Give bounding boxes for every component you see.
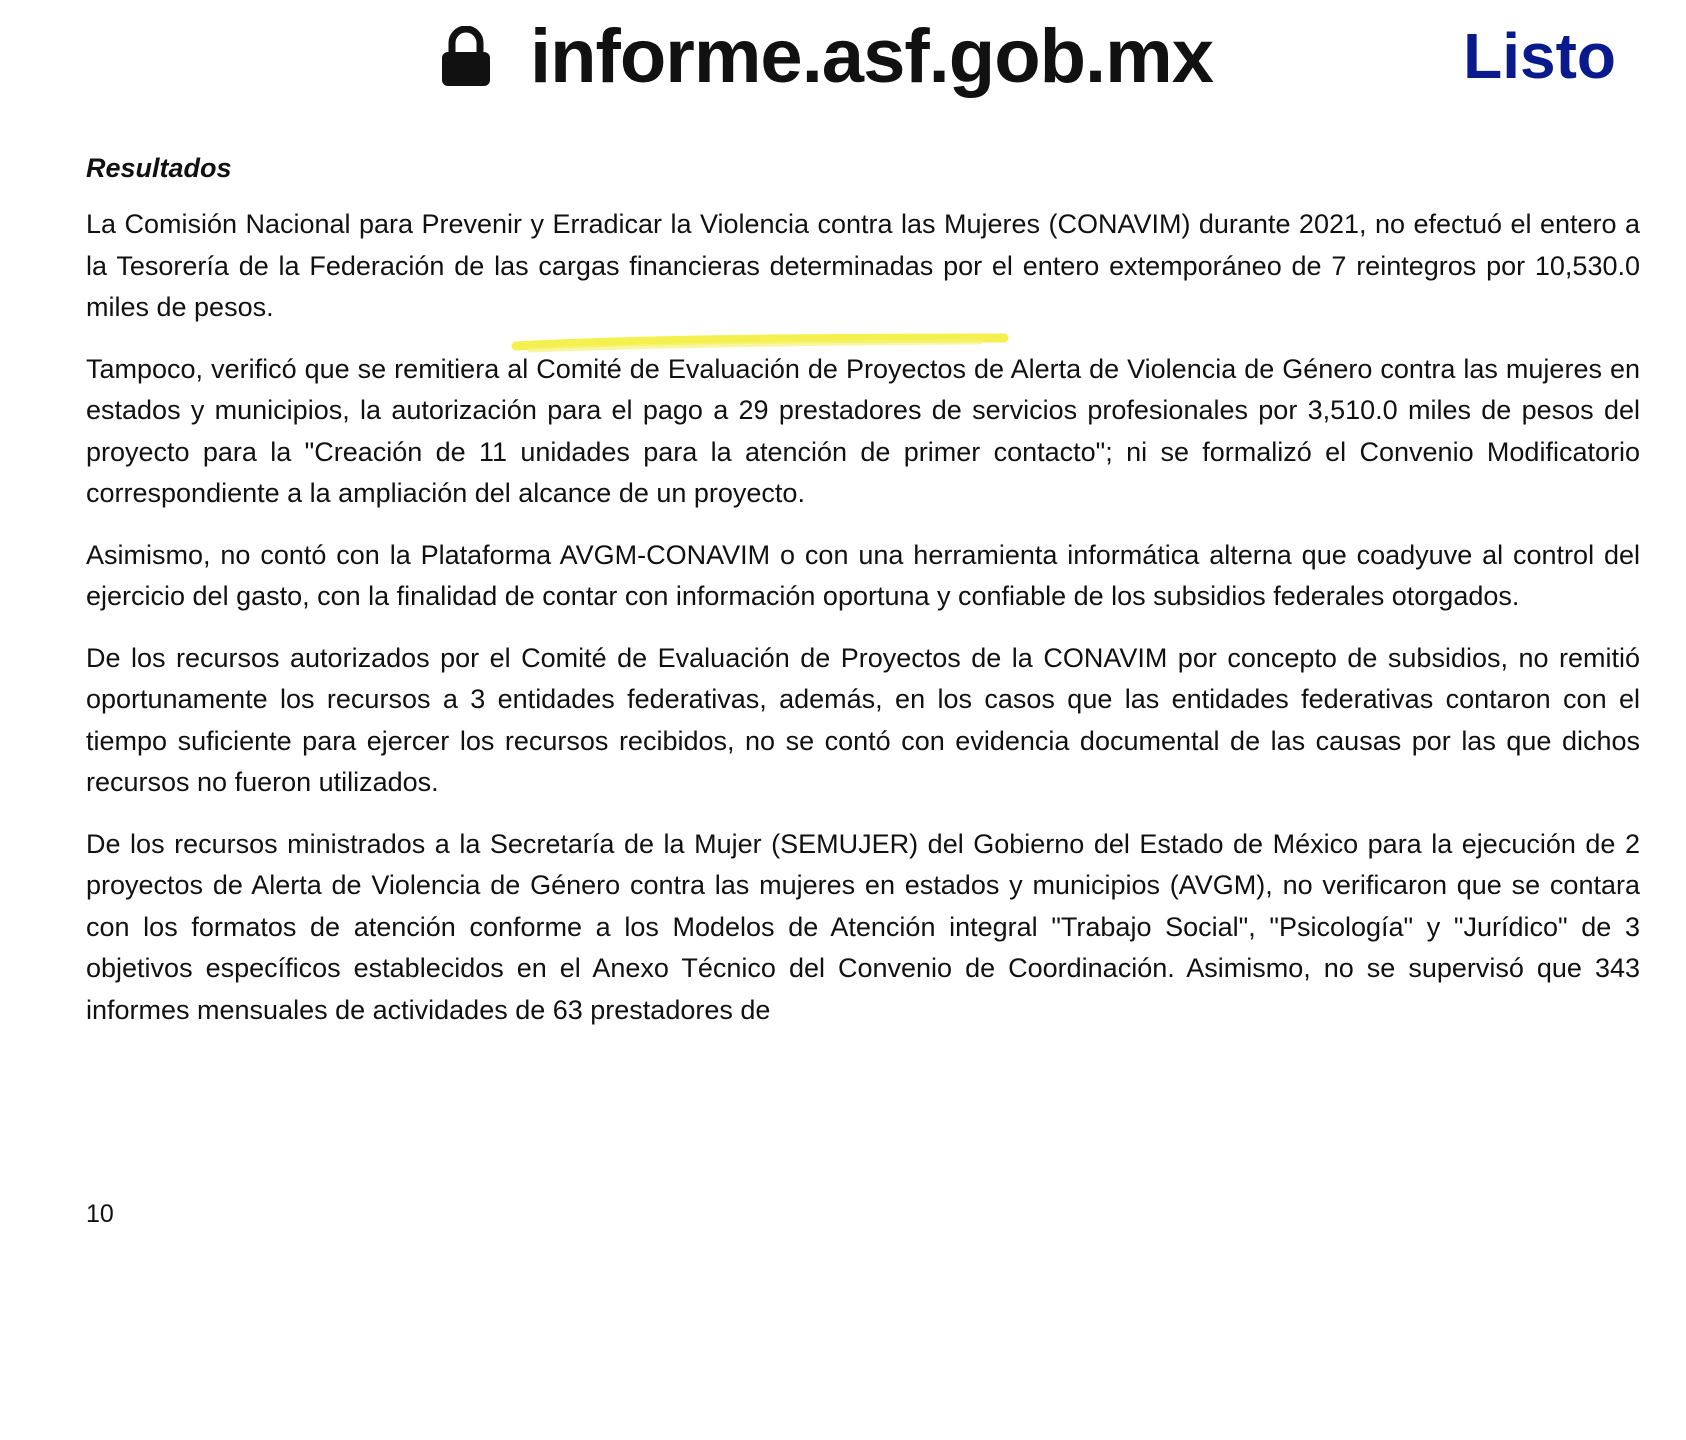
browser-address-bar <box>0 0 1686 120</box>
results-heading: Resultados <box>86 153 232 183</box>
paragraph-recursos-autorizados: De los recursos autorizados por el Comité de Evaluación de Proyectos de la CONAVIM por concepto de subsidios, no remitió oportunamente los recursos a 3 entidades federativas, además, en los casos que las entidades federativas contaron con el tiempo suficiente para ejercer los recursos recibidos, no se contó con evidencia documental de las causas por las que dichos recursos no fueron utilizados. <box>86 642 1640 798</box>
url-text: informe.asf.gob.mx <box>530 14 1213 99</box>
paragraph-plataforma-avgm: Asimismo, no contó con la Plataforma AVGM-CONAVIM o con una herramienta informática alterna que coadyuve al control del ejercicio del gasto, con la finalidad de contar con información oportuna y confiable de los subsidios federales otorgados. <box>86 539 1640 612</box>
paragraph-conavim-entero: La Comisión Nacional para Prevenir y Erradicar la Violencia contra las Mujeres (CONAVIM) durante 2021, no efectuó el entero a la Tesorería de la Federación de las cargas financieras determinadas por el entero extemporáneo de 7 reintegros por 10,530.0 miles de pesos. <box>86 209 1640 323</box>
lock-icon <box>440 26 492 88</box>
page-number: 10 <box>86 1200 114 1228</box>
paragraph-recursos-semujer: De los recursos ministrados a la Secretaría de la Mujer (SEMUJER) del Gobierno del Estado de México para la ejecución de 2 proyectos de Alerta de Violencia de Género contra las mujeres en estados y municipios (AVGM), no verificaron que se contara con los formatos de atención conforme a los Modelos de Atención integral "Trabajo Social", "Psicología" y "Jurídico" de 3 objetivos específicos establecidos en el Anexo Técnico del Convenio de Coordinación. Asimismo, no se supervisó que 343 informes mensuales de actividades de 63 prestadores de <box>86 828 1640 1025</box>
paragraph-comite-autorizacion: Tampoco, verificó que se remitiera al Comité de Evaluación de Proyectos de Alerta de Violencia de Género contra las mujeres en estados y municipios, la autorización para el pago a 29 prestadores de servicios profesionales por 3,510.0 miles de pesos del proyecto para la "Creación de 11 unidades para la atención de primer contacto"; ni se formalizó el Convenio Modificatorio correspondiente a la ampliación del alcance de un proyecto. <box>86 353 1640 509</box>
document-page <box>86 150 1640 1051</box>
done-button[interactable]: Listo <box>1463 16 1616 96</box>
url-display[interactable] <box>440 12 1213 102</box>
